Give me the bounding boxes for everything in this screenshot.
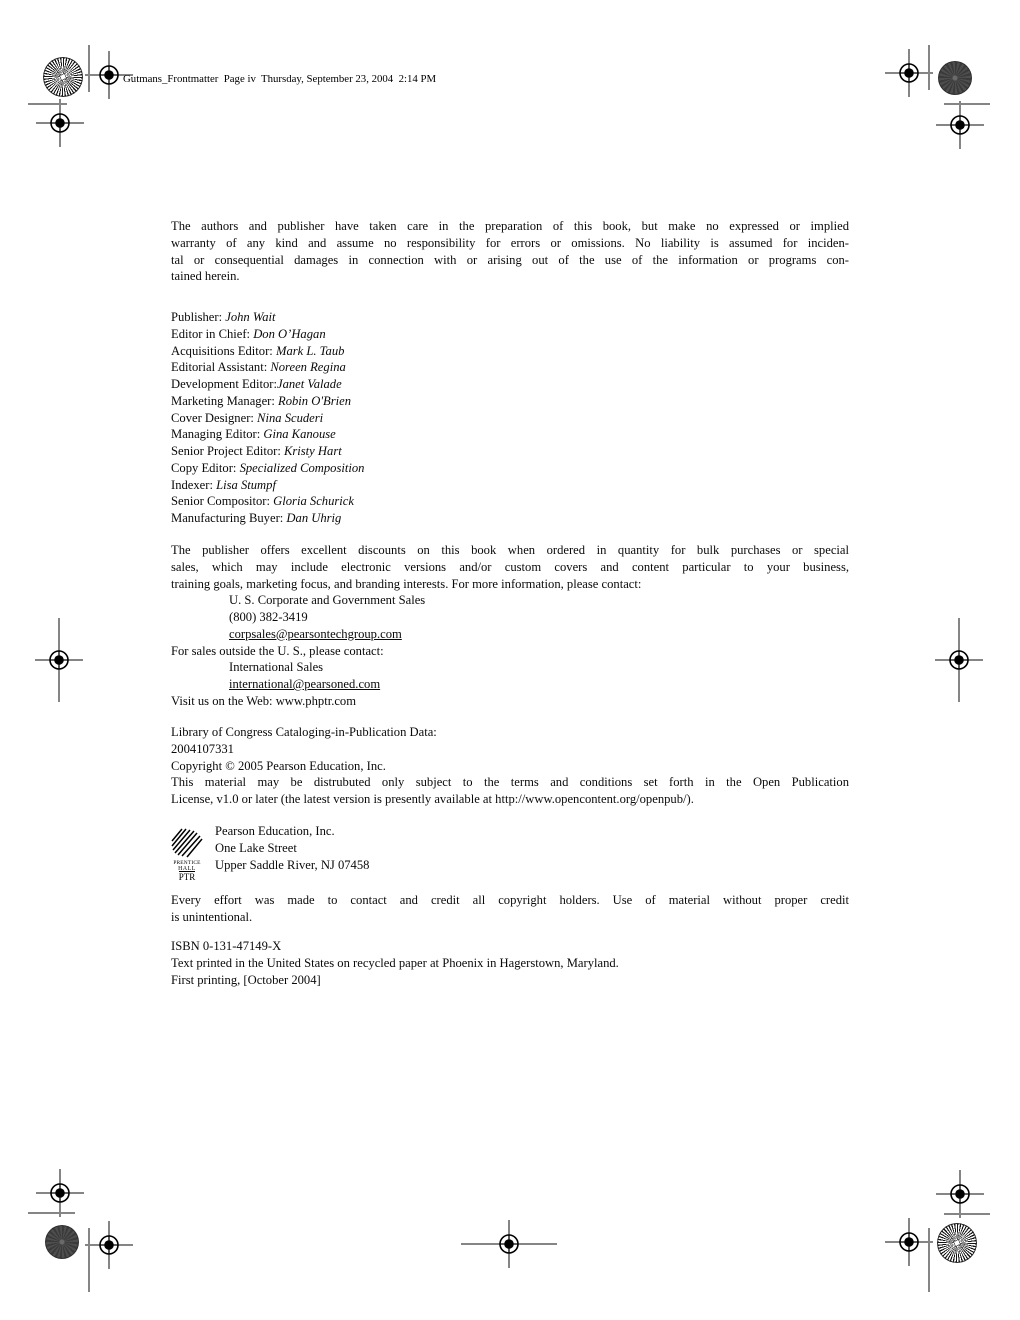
copyright-line: Copyright © 2005 Pearson Education, Inc. (171, 758, 386, 773)
credit-person: Don O’Hagan (253, 326, 326, 341)
credit-row (171, 493, 849, 510)
phone-number: (800) 382-3419 (229, 610, 308, 624)
address-line: One Lake Street (215, 840, 297, 855)
credit-role: Indexer: (171, 477, 217, 492)
logo-text-prentice: PRENTICE (173, 860, 201, 866)
credit-role: Managing Editor: (171, 427, 264, 442)
header-slug-line: Gutmans_Frontmatter Page iv Thursday, September 23, 2004 2:14 PM (123, 73, 437, 85)
starburst-registration-icon (937, 1223, 977, 1263)
credit-role: Editorial Assistant: (171, 360, 271, 375)
text-line: sales, which may include electronic versions and/or custom covers and content particular to your business, (171, 559, 849, 574)
contact-line: For sales outside the U. S., please contact: (171, 643, 384, 658)
contact-line: International Sales (229, 660, 324, 675)
text-line: Text printed in the United States on recycled paper at Phoenix in Hagerstown, Maryland. (171, 955, 619, 970)
text-line: training goals, marketing focus, and branding interests. For more information, please contact: (171, 576, 642, 591)
credit-role: Acquisitions Editor: (171, 343, 276, 358)
registration-target-icon (936, 101, 984, 149)
registration-target-icon (485, 1220, 533, 1268)
web-address-line: Visit us on the Web: www.phptr.com (171, 693, 357, 708)
credit-person: John Wait (225, 310, 276, 324)
address-line: Upper Saddle River, NJ 07458 (215, 857, 370, 872)
loc-copyright-section (171, 724, 849, 808)
credit-row (171, 309, 849, 326)
credit-person: Lisa Stumpf (216, 477, 276, 492)
credit-role: Editor in Chief: (171, 326, 254, 341)
registration-target-icon (36, 99, 84, 147)
credit-role: Marketing Manager: (171, 393, 279, 408)
isbn-printing-section (171, 938, 849, 988)
bulk-sales-section (171, 542, 849, 710)
credit-row (171, 326, 849, 343)
credit-person: Janet Valade (276, 377, 342, 391)
credit-row (171, 376, 849, 393)
registration-target-icon (35, 636, 83, 684)
prentice-hall-ptr-logo (169, 826, 207, 882)
density-disc-icon (45, 1225, 79, 1259)
registration-target-icon (885, 49, 933, 97)
email-address: international@pearsoned.com (229, 677, 381, 691)
publisher-name: Pearson Education, Inc. (215, 824, 335, 838)
credit-row (171, 359, 849, 376)
credit-role: Senior Compositor: (171, 494, 274, 509)
credit-person: Kristy Hart (283, 444, 342, 458)
credit-row (171, 426, 849, 443)
logo-text-hall: HALL (178, 866, 196, 872)
publisher-address-block (171, 823, 849, 883)
credit-person: Gloria Schurick (273, 494, 354, 509)
density-disc-icon (938, 61, 972, 95)
credit-role: Cover Designer: (171, 410, 258, 425)
registration-target-icon (936, 1170, 984, 1218)
text-line: Every effort was made to contact and credit all copyright holders. Use of material without proper credit (171, 893, 849, 907)
text-line: First printing, [October 2004] (171, 972, 321, 987)
credit-note-paragraph (171, 892, 849, 926)
credit-person: Dan Uhrig (286, 511, 342, 525)
credit-person: Noreen Regina (270, 360, 346, 375)
credit-person: Mark L. Taub (275, 343, 345, 358)
credit-role: Senior Project Editor: (171, 444, 284, 458)
text-line: Library of Congress Cataloging-in-Publication Data: (171, 725, 437, 739)
staff-credits-list (171, 309, 849, 527)
credit-row (171, 460, 849, 477)
text-line: is unintentional. (171, 909, 253, 924)
disclaimer-paragraph (171, 218, 849, 285)
credit-row (171, 343, 849, 360)
text-line: tained herein. (171, 269, 240, 284)
credit-person: Gina Kanouse (263, 427, 336, 442)
loc-number: 2004107331 (171, 741, 234, 756)
credit-person: Nina Scuderi (257, 410, 324, 425)
registration-target-icon (85, 1221, 133, 1269)
starburst-registration-icon (43, 57, 83, 97)
text-line: The authors and publisher have taken care in the preparation of this book, but make no expressed or implied (171, 219, 849, 233)
credit-role: Manufacturing Buyer: (171, 511, 287, 525)
credit-person: Specialized Composition (239, 460, 365, 475)
publisher-address (215, 823, 369, 873)
credit-role: Copy Editor: (171, 460, 240, 475)
credit-row (171, 477, 849, 494)
email-address: corpsales@pearsontechgroup.com (229, 626, 402, 641)
credit-row (171, 410, 849, 427)
credit-role: Development Editor: (171, 377, 277, 391)
registration-target-icon (885, 1218, 933, 1266)
registration-target-icon (36, 1169, 84, 1217)
credit-person: Robin O'Brien (278, 393, 352, 408)
text-line: warranty of any kind and assume no responsibility for errors or omissions. No liability is assumed for inciden- (171, 235, 849, 250)
trim-line (28, 1212, 75, 1214)
text-line: License, v1.0 or later (the latest version is presently available at http://www.opencontent.org/openpub/). (171, 792, 694, 806)
credit-role: Publisher: (171, 310, 226, 324)
credit-row (171, 443, 849, 460)
isbn-line: ISBN 0-131-47149-X (171, 939, 282, 953)
registration-target-icon (935, 636, 983, 684)
text-line: The publisher offers excellent discounts on this book when ordered in quantity for bulk purchases or special (171, 543, 849, 557)
credit-row (171, 510, 849, 527)
contact-line: U. S. Corporate and Government Sales (229, 593, 426, 608)
logo-text-ptr: PTR (178, 872, 196, 882)
trim-line (944, 1213, 990, 1215)
credit-row (171, 393, 849, 410)
text-line: tal or consequential damages in connection with or arising out of the use of the information or programs con- (171, 252, 849, 267)
text-line: This material may be distrubuted only subject to the terms and conditions set forth in the Open Publication (171, 775, 849, 790)
